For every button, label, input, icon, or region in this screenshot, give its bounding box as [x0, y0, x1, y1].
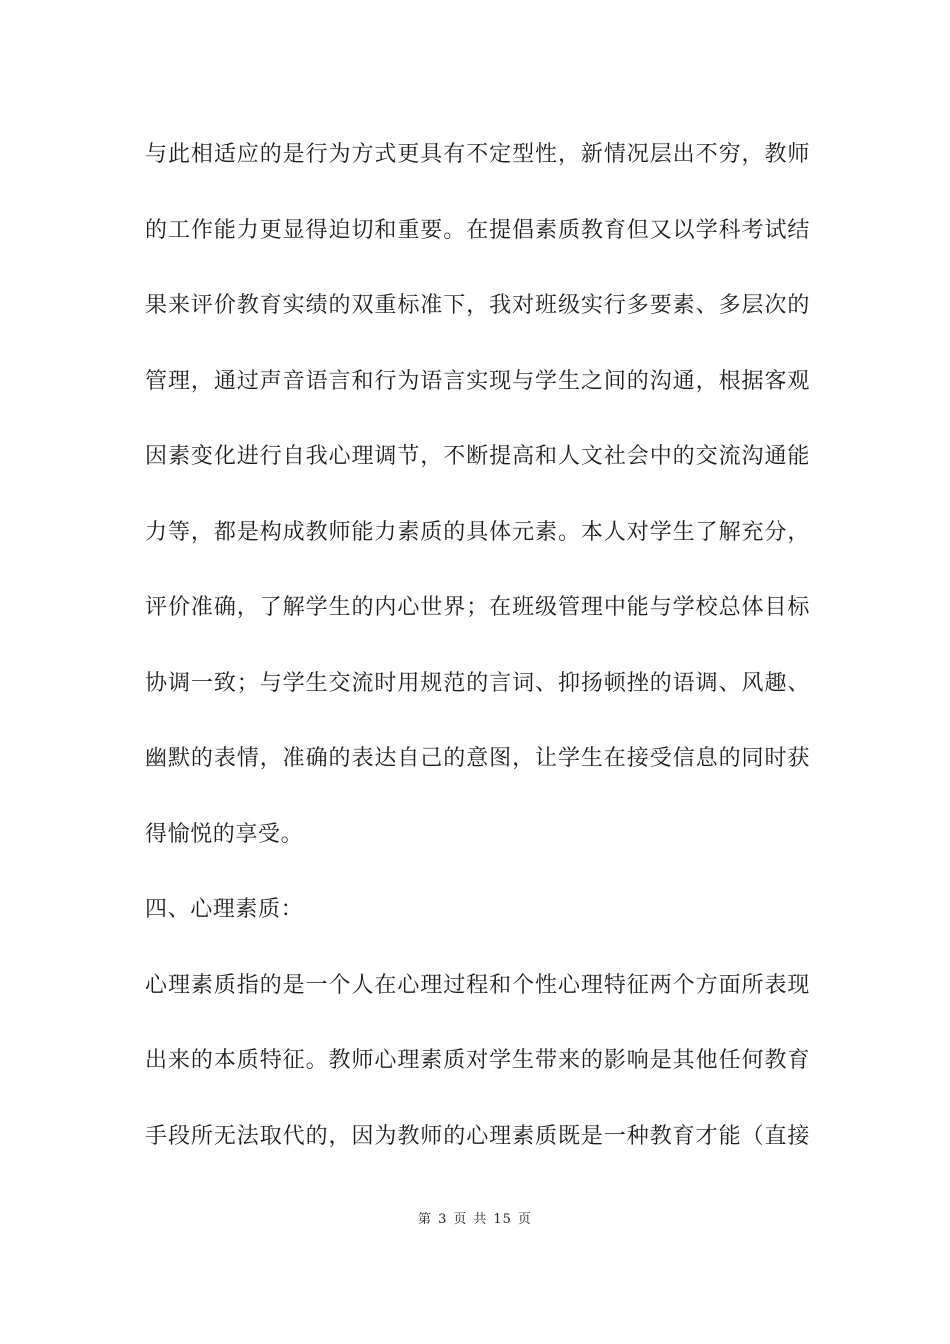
text-line: 协调一致；与学生交流时用规范的言词、抑扬顿挫的语调、风趣、	[145, 670, 810, 696]
text-line: 心理素质指的是一个人在心理过程和个性心理特征两个方面所表现	[145, 972, 810, 998]
text-line: 评价准确，了解学生的内心世界；在班级管理中能与学校总体目标	[145, 595, 810, 620]
text-line: 与此相适应的是行为方式更具有不定型性，新情况层出不穷，教师	[145, 142, 810, 167]
text-line: 因素变化进行自我心理调节，不断提高和人文社会中的交流沟通能	[145, 444, 810, 469]
text-line: 得愉悦的享受。	[145, 821, 304, 847]
footer-prefix: 第	[418, 1212, 433, 1227]
text-line: 的工作能力更显得迫切和重要。在提倡素质教育但又以学科考试结	[145, 217, 810, 243]
text-line: 出来的本质特征。教师心理素质对学生带来的影响是其他任何教育	[145, 1048, 810, 1073]
body-text	[145, 134, 810, 1191]
page-number-footer	[0, 1208, 950, 1227]
text-line: 管理，通过声音语言和行为语言实现与学生之间的沟通，根据客观	[145, 368, 810, 394]
text-line: 果来评价教育实绩的双重标准下，我对班级实行多要素、多层次的	[145, 293, 810, 318]
footer-total-word: 共	[473, 1212, 488, 1227]
total-page-number: 15	[493, 1212, 512, 1227]
text-line: 幽默的表情，准确的表达自己的意图，让学生在接受信息的同时获	[145, 746, 810, 771]
section-heading: 四、心理素质：	[145, 897, 304, 922]
footer-page-word: 页	[453, 1212, 468, 1227]
text-line: 手段所无法取代的，因为教师的心理素质既是一种教育才能（直接	[145, 1123, 810, 1149]
footer-suffix: 页	[517, 1212, 532, 1227]
text-line: 力等，都是构成教师能力素质的具体元素。本人对学生了解充分，	[145, 519, 810, 545]
current-page-number: 3	[438, 1212, 448, 1227]
